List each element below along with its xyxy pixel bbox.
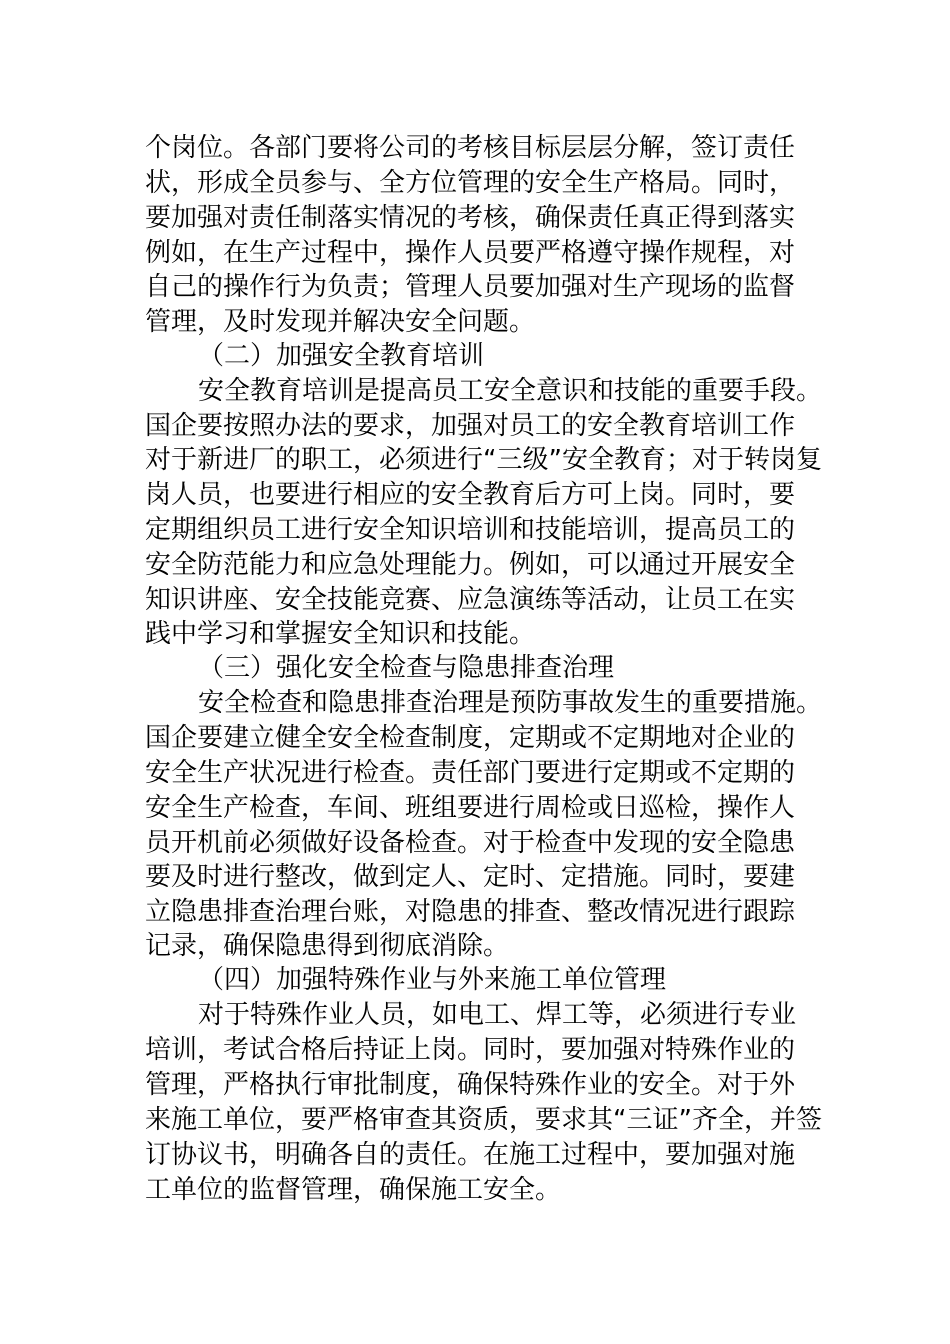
text-line: 安全生产检查，车间、班组要进行周检或日巡检，操作人	[145, 793, 796, 823]
text-line: 安全防范能力和应急处理能力。例如，可以通过开展安全	[145, 550, 796, 580]
text-line: 员开机前必须做好设备检查。对于检查中发现的安全隐患	[145, 828, 796, 858]
paragraph-first-line: 对于特殊作业人员，如电工、焊工等，必须进行专业	[198, 1000, 797, 1030]
text-line: 岗人员，也要进行相应的安全教育后方可上岗。同时，要	[145, 480, 796, 510]
text-line: 管理，及时发现并解决安全问题。	[145, 307, 536, 337]
text-line: 状，形成全员参与、全方位管理的安全生产格局。同时，	[145, 168, 796, 198]
text-line: 记录，确保隐患得到彻底消除。	[145, 931, 510, 961]
paragraph-first-line: 安全教育培训是提高员工安全意识和技能的重要手段。	[198, 376, 823, 406]
text-line: 个岗位。各部门要将公司的考核目标层层分解，签订责任	[145, 133, 796, 163]
paragraph-first-line: 安全检查和隐患排查治理是预防事故发生的重要措施。	[198, 688, 823, 718]
text-line: 国企要建立健全安全检查制度，定期或不定期地对企业的	[145, 723, 796, 753]
text-line: 培训，考试合格后持证上岗。同时，要加强对特殊作业的	[145, 1035, 796, 1065]
text-line: 来施工单位，要严格审查其资质，要求其“三证”齐全，并签	[145, 1105, 822, 1135]
text-line: 国企要按照办法的要求，加强对员工的安全教育培训工作	[145, 411, 796, 441]
text-line: 要及时进行整改，做到定人、定时、定措施。同时，要建	[145, 862, 796, 892]
text-line: 立隐患排查治理台账，对隐患的排查、整改情况进行跟踪	[145, 897, 796, 927]
text-line: 对于新进厂的职工，必须进行“三级”安全教育；对于转岗复	[145, 445, 822, 475]
text-line: 管理，严格执行审批制度，确保特殊作业的安全。对于外	[145, 1070, 796, 1100]
text-line: 工单位的监督管理，确保施工安全。	[145, 1175, 562, 1205]
section-heading: （三）强化安全检查与隐患排查治理	[198, 653, 615, 683]
text-line: 知识讲座、安全技能竞赛、应急演练等活动，让员工在实	[145, 585, 796, 615]
text-line: 践中学习和掌握安全知识和技能。	[145, 619, 536, 649]
section-heading: （四）加强特殊作业与外来施工单位管理	[198, 965, 667, 995]
section-heading: （二）加强安全教育培训	[198, 341, 485, 371]
text-line: 订协议书，明确各自的责任。在施工过程中，要加强对施	[145, 1140, 796, 1170]
text-line: 定期组织员工进行安全知识培训和技能培训，提高员工的	[145, 515, 796, 545]
text-line: 例如，在生产过程中，操作人员要严格遵守操作规程，对	[145, 238, 796, 268]
text-line: 要加强对责任制落实情况的考核，确保责任真正得到落实	[145, 203, 796, 233]
text-line: 自己的操作行为负责；管理人员要加强对生产现场的监督	[145, 272, 796, 302]
text-line: 安全生产状况进行检查。责任部门要进行定期或不定期的	[145, 758, 796, 788]
